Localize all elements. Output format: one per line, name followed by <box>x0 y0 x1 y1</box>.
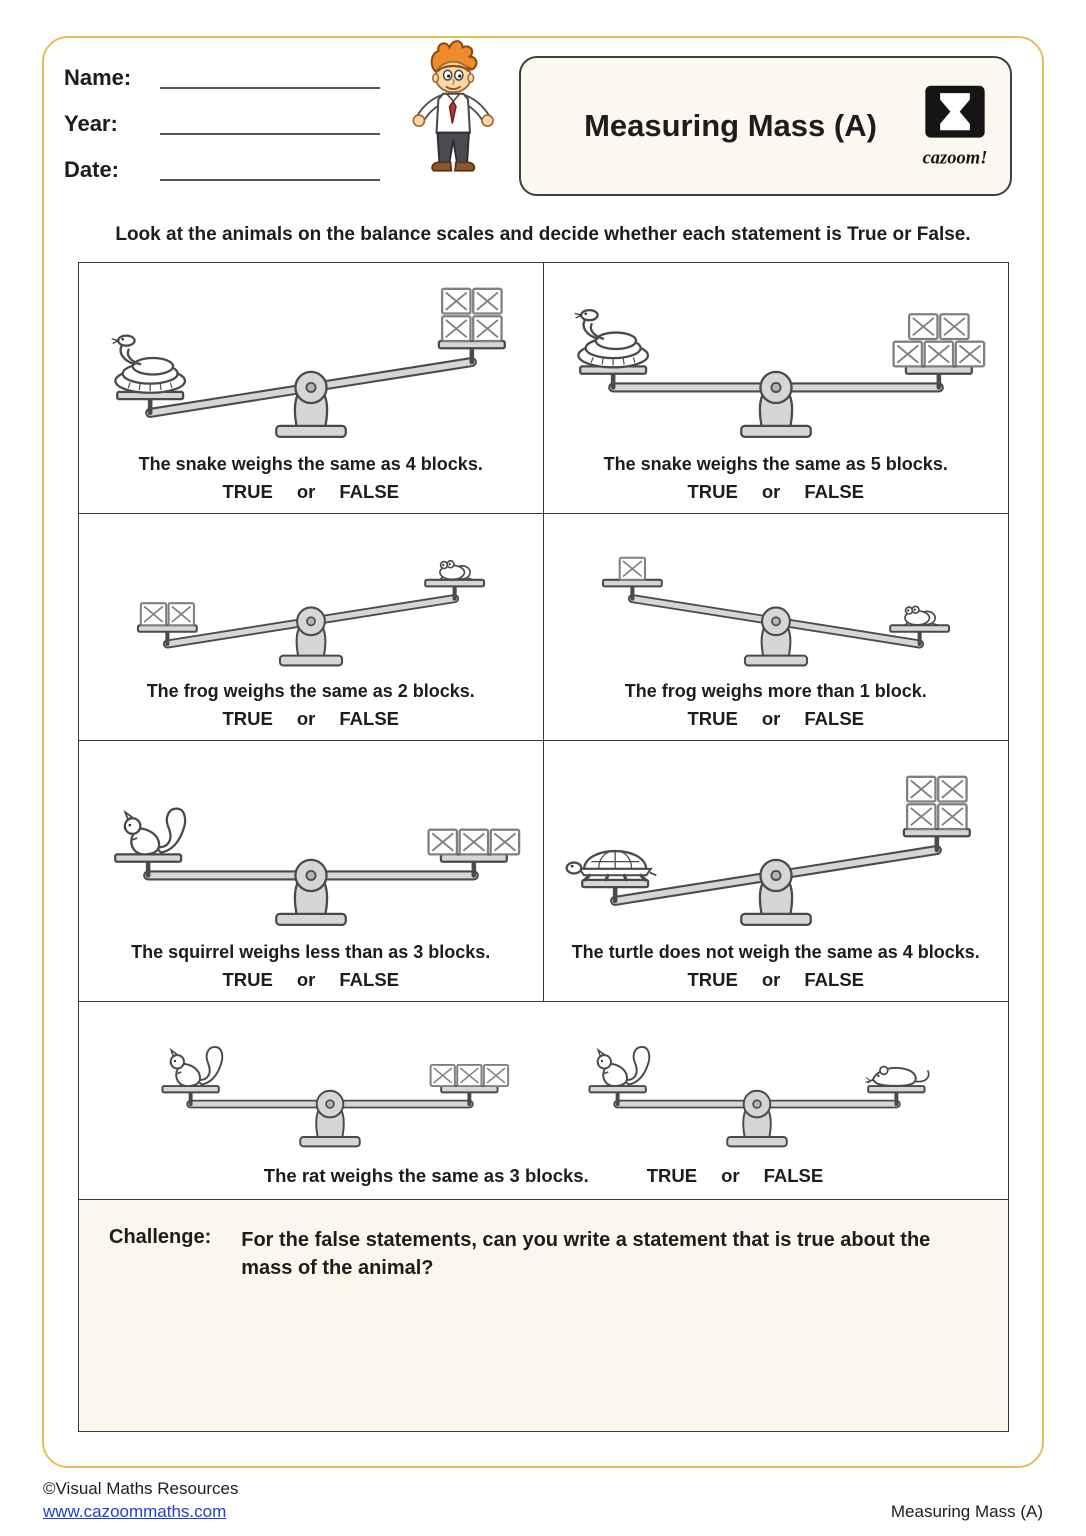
right-load <box>428 830 519 855</box>
challenge-label: Challenge: <box>109 1226 212 1248</box>
true-option[interactable]: TRUE <box>222 708 273 729</box>
false-option[interactable]: FALSE <box>763 1165 824 1186</box>
right-load <box>907 777 966 829</box>
turtle-graphic <box>566 851 656 880</box>
right-load <box>440 561 473 580</box>
date-write-line[interactable] <box>160 158 380 181</box>
balance-scale-squirrel-rat <box>573 1007 941 1157</box>
question-cell-1 <box>79 263 544 514</box>
right-pan <box>439 341 505 362</box>
squirrel-graphic <box>597 1047 649 1086</box>
or-label: or <box>761 969 781 990</box>
left-load <box>574 310 647 367</box>
page-title: Measuring Mass (A) <box>584 108 877 143</box>
statement-text: The turtle does not weigh the same as 4 blocks. <box>571 942 980 962</box>
date-label: Date: <box>64 157 120 182</box>
question-cell-3 <box>79 514 544 741</box>
right-load <box>431 1065 509 1086</box>
or-label: or <box>296 708 316 729</box>
statement-text: The snake weighs the same as 5 blocks. <box>603 454 948 474</box>
right-load <box>865 1066 929 1085</box>
squirrel-graphic <box>124 809 185 855</box>
right-load <box>442 289 501 341</box>
or-label: or <box>761 481 781 502</box>
pedestal <box>741 372 811 437</box>
statement-text: The squirrel weighs less than as 3 blocks. <box>131 942 491 962</box>
blocks-graphic <box>907 777 966 829</box>
double-scale-row <box>87 1007 1000 1157</box>
balance-scale-squirrel-3-blocks <box>96 762 526 938</box>
mascot-character <box>405 38 507 199</box>
pedestal <box>727 1090 787 1146</box>
name-label: Name: <box>64 65 132 90</box>
or-label: or <box>721 1165 740 1186</box>
question-cell-7 <box>79 1002 1008 1200</box>
statement-text: The rat weighs the same as 3 blocks. <box>263 1165 589 1186</box>
or-label: or <box>761 708 781 729</box>
question-cell-4 <box>544 514 1009 741</box>
true-option[interactable]: TRUE <box>687 708 738 729</box>
balance-scale-snake-4-blocks <box>96 274 526 450</box>
mascot-boy-icon <box>405 38 507 194</box>
squirrel-graphic <box>170 1047 222 1086</box>
balance-scale-snake-5-blocks <box>561 274 991 450</box>
challenge-section <box>79 1200 1008 1431</box>
false-option[interactable]: FALSE <box>339 481 399 502</box>
date-field <box>64 154 394 181</box>
rat-graphic <box>865 1066 929 1085</box>
left-pan <box>603 580 662 599</box>
statement-text: The snake weighs the same as 4 blocks. <box>138 454 483 474</box>
left-load <box>141 603 194 625</box>
snake-graphic <box>111 336 184 393</box>
year-write-line[interactable] <box>160 112 380 135</box>
copyright-text: ©Visual Maths Resources <box>43 1479 239 1498</box>
false-option[interactable]: FALSE <box>804 708 864 729</box>
statement-text: The frog weighs more than 1 block. <box>624 681 927 701</box>
balance-scale-frog-2-blocks <box>119 520 503 677</box>
frog-graphic <box>905 606 938 625</box>
challenge-text: For the false statements, can you write a statement that is true about the mass of the animal? <box>241 1229 931 1279</box>
true-false-options <box>223 481 400 503</box>
balance-scale-squirrel-3-blocks <box>146 1007 514 1157</box>
left-load <box>170 1047 222 1086</box>
true-false-options <box>223 969 400 991</box>
right-pan <box>904 829 970 850</box>
or-label: or <box>296 969 316 990</box>
left-load <box>619 558 644 580</box>
true-false-options <box>688 708 865 730</box>
false-option[interactable]: FALSE <box>804 969 864 990</box>
true-option[interactable]: TRUE <box>687 481 738 502</box>
question-cell-5 <box>79 741 544 1002</box>
pedestal <box>276 860 346 925</box>
website-link[interactable]: www.cazoommaths.com <box>43 1502 227 1521</box>
blocks-graphic <box>141 603 194 625</box>
instruction-text: Look at the animals on the balance scales and decide whether each statement is True or False. <box>115 224 971 245</box>
true-option[interactable]: TRUE <box>687 969 738 990</box>
left-load <box>597 1047 649 1086</box>
blocks-graphic <box>619 558 644 580</box>
true-option[interactable]: TRUE <box>646 1165 698 1186</box>
true-false-options <box>688 969 865 991</box>
cazoom-logo <box>916 82 994 171</box>
left-load <box>566 851 656 880</box>
right-load <box>893 315 984 367</box>
left-load <box>111 336 184 393</box>
year-label: Year: <box>64 111 118 136</box>
or-label: or <box>296 481 316 502</box>
statement-text: The frog weighs the same as 2 blocks. <box>146 681 475 701</box>
page-footer <box>43 1479 1043 1522</box>
question-cell-2 <box>544 263 1009 514</box>
right-load <box>905 606 938 625</box>
blocks-graphic <box>428 830 519 855</box>
right-pan <box>425 580 484 599</box>
false-option[interactable]: FALSE <box>339 969 399 990</box>
pedestal <box>300 1090 360 1146</box>
balance-scale-frog-1-block <box>584 520 968 677</box>
true-false-options <box>223 708 400 730</box>
statement-with-options <box>264 1165 823 1187</box>
left-load <box>124 809 185 855</box>
questions-table <box>78 262 1009 1432</box>
title-box <box>519 56 1012 196</box>
blocks-graphic <box>893 315 984 367</box>
true-option[interactable]: TRUE <box>222 969 273 990</box>
question-cell-6 <box>544 741 1009 1002</box>
student-fields <box>64 62 394 181</box>
blocks-graphic <box>431 1065 509 1086</box>
name-write-line[interactable] <box>160 66 380 89</box>
balance-scale-turtle-4-blocks <box>561 762 991 938</box>
brand-wordmark: cazoom! <box>922 147 988 169</box>
name-field <box>64 62 394 89</box>
year-field <box>64 108 394 135</box>
blocks-graphic <box>442 289 501 341</box>
footer-doc-title: Measuring Mass (A) <box>890 1502 1043 1521</box>
true-option[interactable]: TRUE <box>222 481 273 502</box>
snake-graphic <box>574 310 647 367</box>
false-option[interactable]: FALSE <box>339 708 399 729</box>
false-option[interactable]: FALSE <box>804 481 864 502</box>
frog-graphic <box>440 561 473 580</box>
true-false-options <box>688 481 865 503</box>
